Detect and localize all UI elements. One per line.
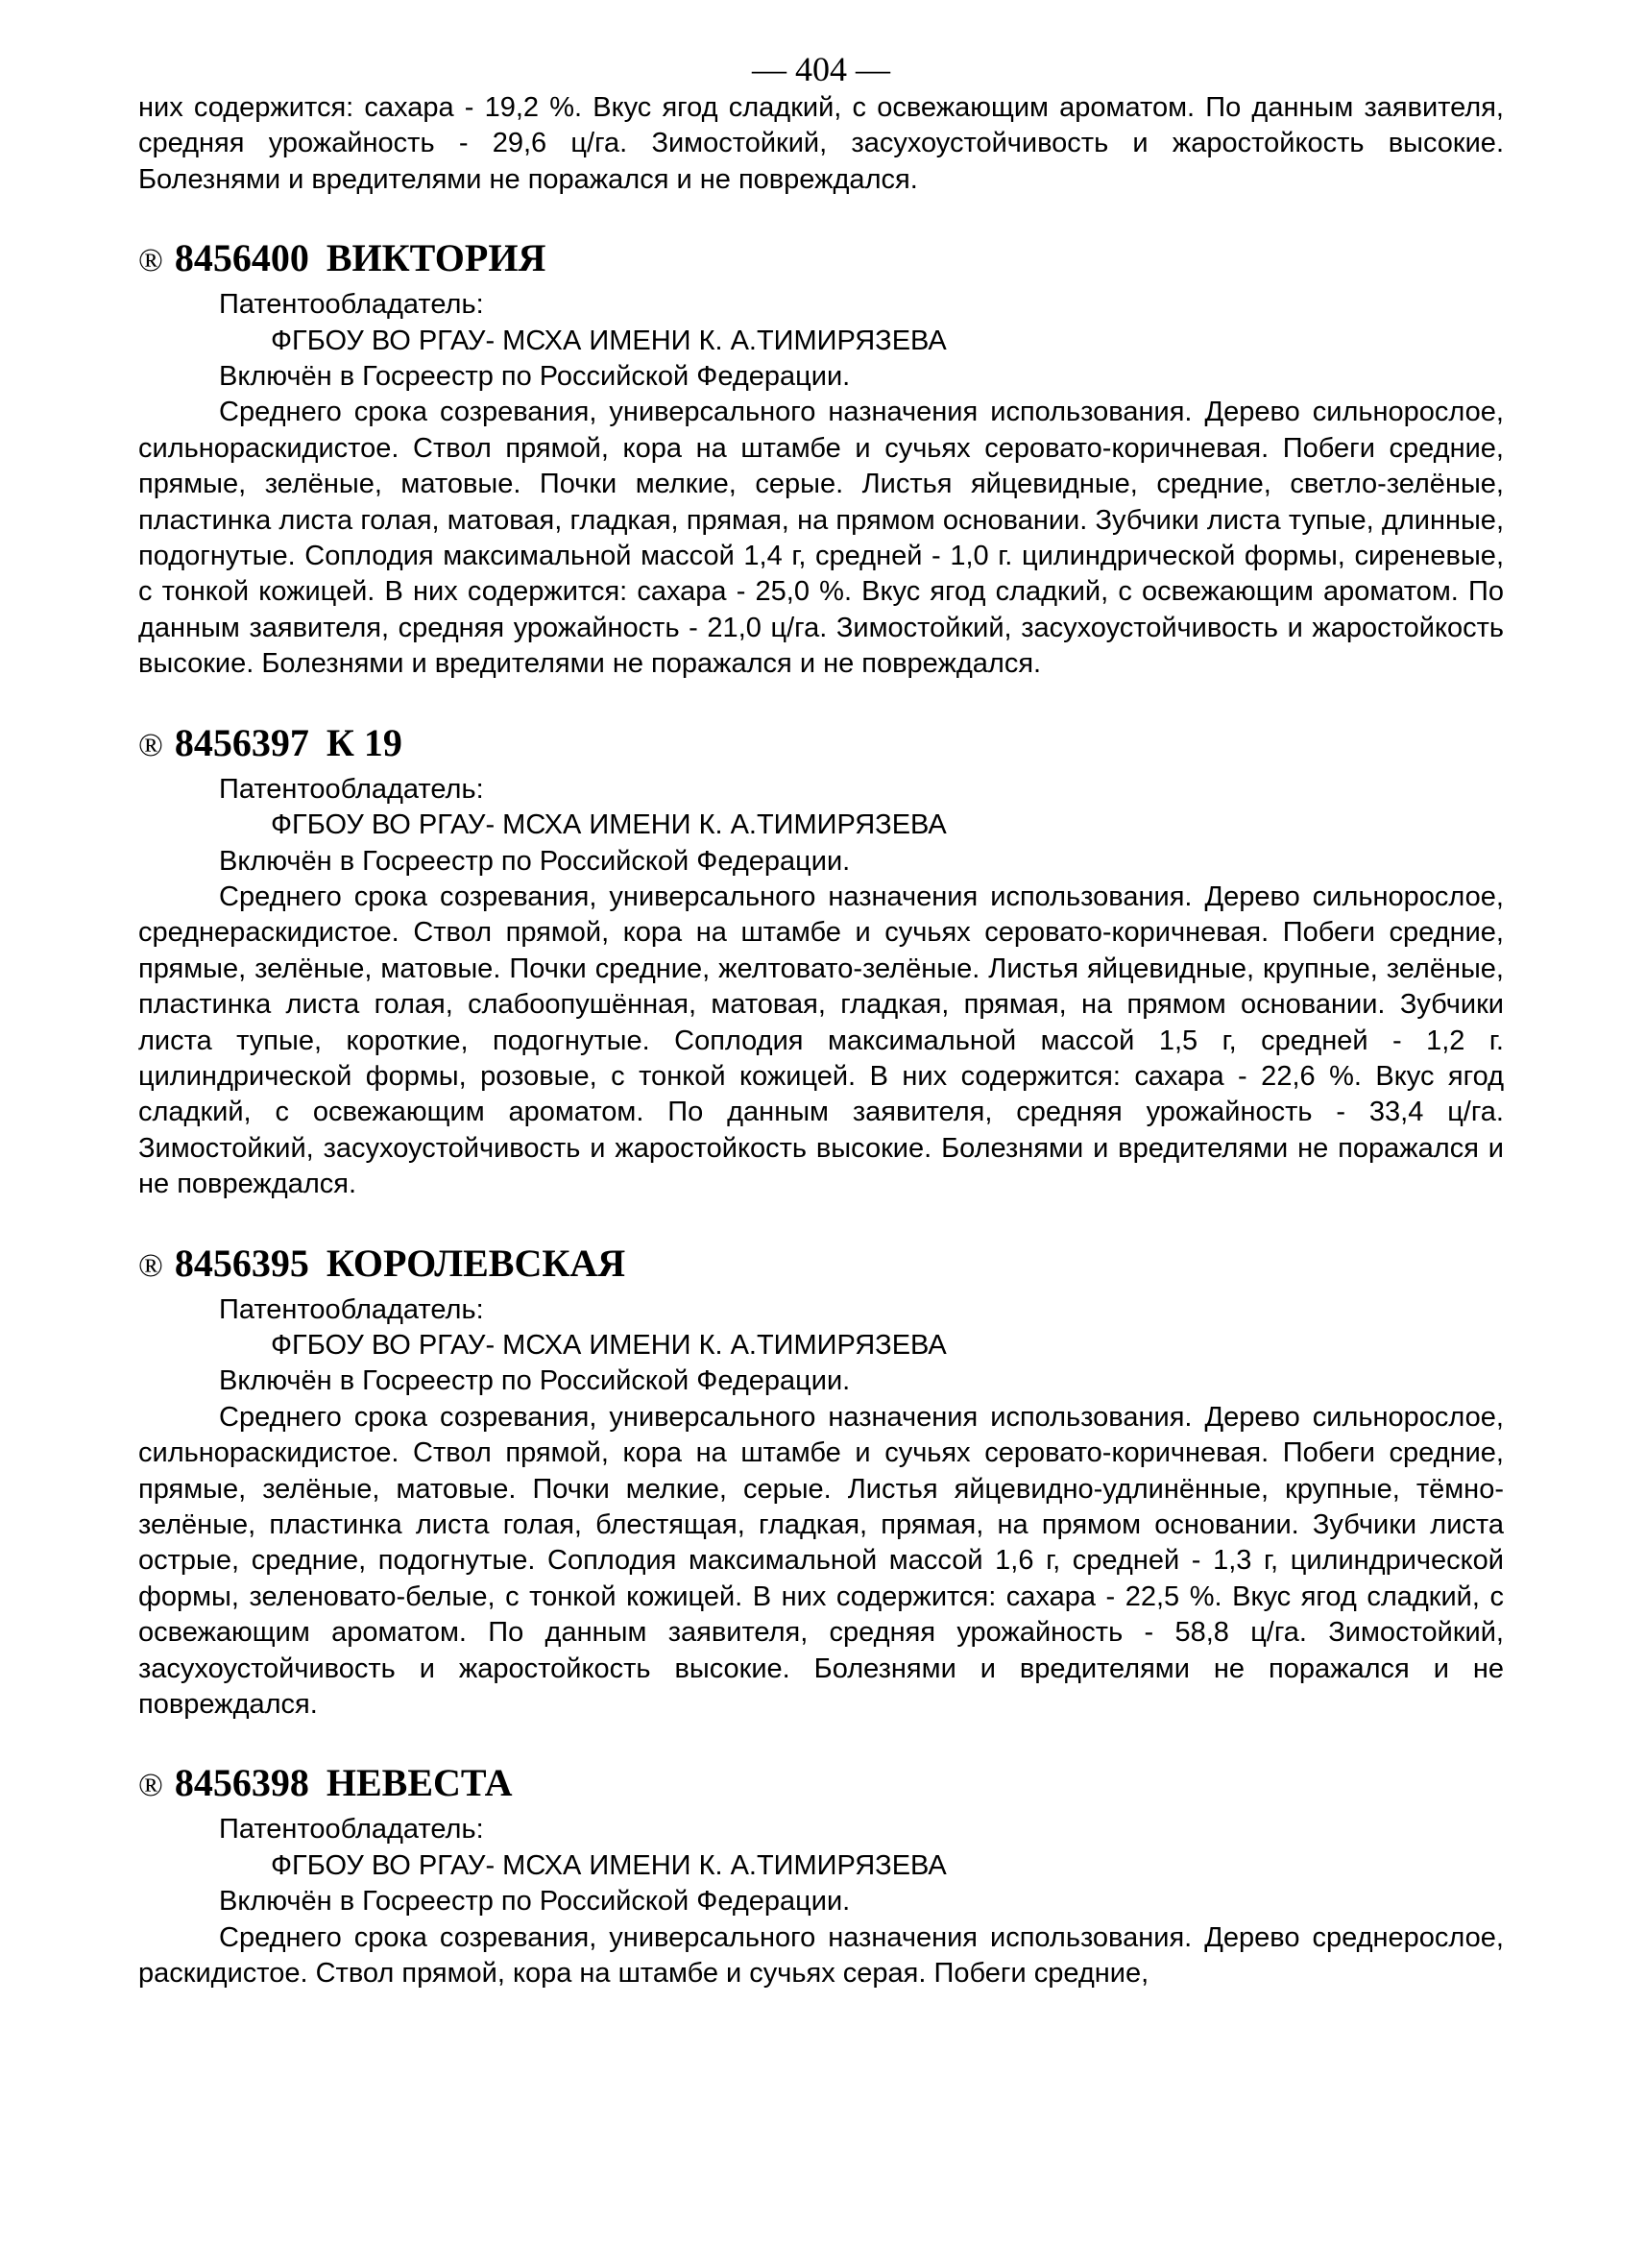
entry-name: К 19 [326,720,402,764]
registered-icon: ® [138,1247,163,1284]
page-number: — 404 — [752,50,890,88]
variety-entry [138,721,1504,1203]
registered-icon: ® [138,727,163,763]
holder-name: ФГБОУ ВО РГАУ- МСХА ИМЕНИ К. А.ТИМИРЯЗЕВА [271,809,947,841]
variety-description: Среднего срока созревания, универсального назначения использования. Дерево сильнорослое, сильнораскидистое. Ствол прямой, кора на штамбе и сучьях серовато-коричневая. Побеги средние, прямые, зелёные, матовые. Почки мелкие, серые. Листья яйцевидно-удлинённые, крупные, тёмно-зелёные, пластинка листа голая, блестящая, гладкая, прямая, на прямом основании. Зубчики листа острые, средние, подогнутые. Соплодия максимальной массой 1,6 г, средней - 1,3 г, цилиндрической формы, зеленовато-белые, с тонкой кожицей. В них содержится: сахара - 22,5 %. Вкус ягод сладкий, с освежающим ароматом. По данным заявителя, средняя урожайность - 58,8 ц/га. Зимостойкий, засухоустойчивость и жаростойкость высокие. Болезнями и вредителями не поражался и не повреждался. [138,1401,1504,1721]
holder-name: ФГБОУ ВО РГАУ- МСХА ИМЕНИ К. А.ТИМИРЯЗЕВА [271,1849,947,1881]
entry-heading [138,236,1504,283]
entry-heading [138,1242,1504,1289]
entry-heading [138,1761,1504,1808]
registry-status: Включён в Госреестр по Российской Федерации. [219,1886,851,1918]
variety-entry [138,1761,1504,1991]
holder-label: Патентообладатель: [219,773,484,805]
registry-status: Включён в Госреестр по Российской Федерации. [219,845,851,877]
entry-name: КОРОЛЕВСКАЯ [326,1241,626,1285]
variety-description: Среднего срока созревания, универсального назначения использования. Дерево сильнорослое, сильнораскидистое. Ствол прямой, кора на штамбе и сучьях серовато-коричневая. Побеги средние, прямые, зелёные, матовые. Почки мелкие, серые. Листья яйцевидные, средние, светло-зелёные, пластинка листа голая, матовая, гладкая, прямая, на прямом основании. Зубчики листа тупые, длинные, подогнутые. Соплодия максимальной массой 1,4 г, средней - 1,0 г. цилиндрической формы, сиреневые, с тонкой кожицей. В них содержится: сахара - 25,0 %. Вкус ягод сладкий, с освежающим ароматом. По данным заявителя, средняя урожайность - 21,0 ц/га. Зимостойкий, засухоустойчивость и жаростойкость высокие. Болезнями и вредителями не поражался и не повреждался. [138,397,1504,680]
document-page [138,48,1504,1991]
entry-name: ВИКТОРИЯ [326,236,546,280]
entry-number: 8456395 [174,1241,309,1285]
registry-status: Включён в Госреестр по Российской Федерации. [219,1365,851,1397]
variety-entry [138,236,1504,682]
variety-entry [138,1242,1504,1724]
entry-number: 8456397 [174,720,309,764]
entry-number: 8456400 [174,236,309,280]
registry-status: Включён в Госреестр по Российской Федерации. [219,361,851,393]
holder-label: Патентообладатель: [219,1293,484,1325]
holder-name: ФГБОУ ВО РГАУ- МСХА ИМЕНИ К. А.ТИМИРЯЗЕВА [271,1329,947,1361]
holder-label: Патентообладатель: [219,289,484,321]
continued-description: них содержится: сахара - 19,2 %. Вкус ягод сладкий, с освежающим ароматом. По данным заявителя, средняя урожайность - 29,6 ц/га. Зимостойкий, засухоустойчивость и жаростойкость высокие. Болезнями и вредителями не поражался и не повреждался. [138,92,1504,195]
variety-description: Среднего срока созревания, универсального назначения использования. Дерево сильнорослое, среднераскидистое. Ствол прямой, кора на штамбе и сучьях серовато-коричневая. Побеги средние, прямые, зелёные, матовые. Почки средние, желтовато-зелёные. Листья яйцевидные, крупные, зелёные, пластинка листа голая, слабоопушённая, матовая, гладкая, прямая, на прямом основании. Зубчики листа тупые, короткие, подогнутые. Соплодия максимальной массой 1,5 г, средней - 1,2 г. цилиндрической формы, розовые, с тонкой кожицей. В них содержится: сахара - 22,6 %. Вкус ягод сладкий, с освежающим ароматом. По данным заявителя, средняя урожайность - 33,4 ц/га. Зимостойкий, засухоустойчивость и жаростойкость высокие. Болезнями и вредителями не поражался и не повреждался. [138,881,1504,1200]
registered-icon: ® [138,1768,163,1804]
holder-label: Патентообладатель: [219,1814,484,1846]
entry-number: 8456398 [174,1761,309,1805]
registered-icon: ® [138,243,163,279]
entry-name: НЕВЕСТА [326,1761,513,1805]
holder-name: ФГБОУ ВО РГАУ- МСХА ИМЕНИ К. А.ТИМИРЯЗЕВА [271,325,947,356]
entry-heading [138,721,1504,768]
variety-description: Среднего срока созревания, универсального назначения использования. Дерево среднерослое, раскидистое. Ствол прямой, кора на штамбе и сучьях серая. Побеги средние, [138,1921,1504,1990]
